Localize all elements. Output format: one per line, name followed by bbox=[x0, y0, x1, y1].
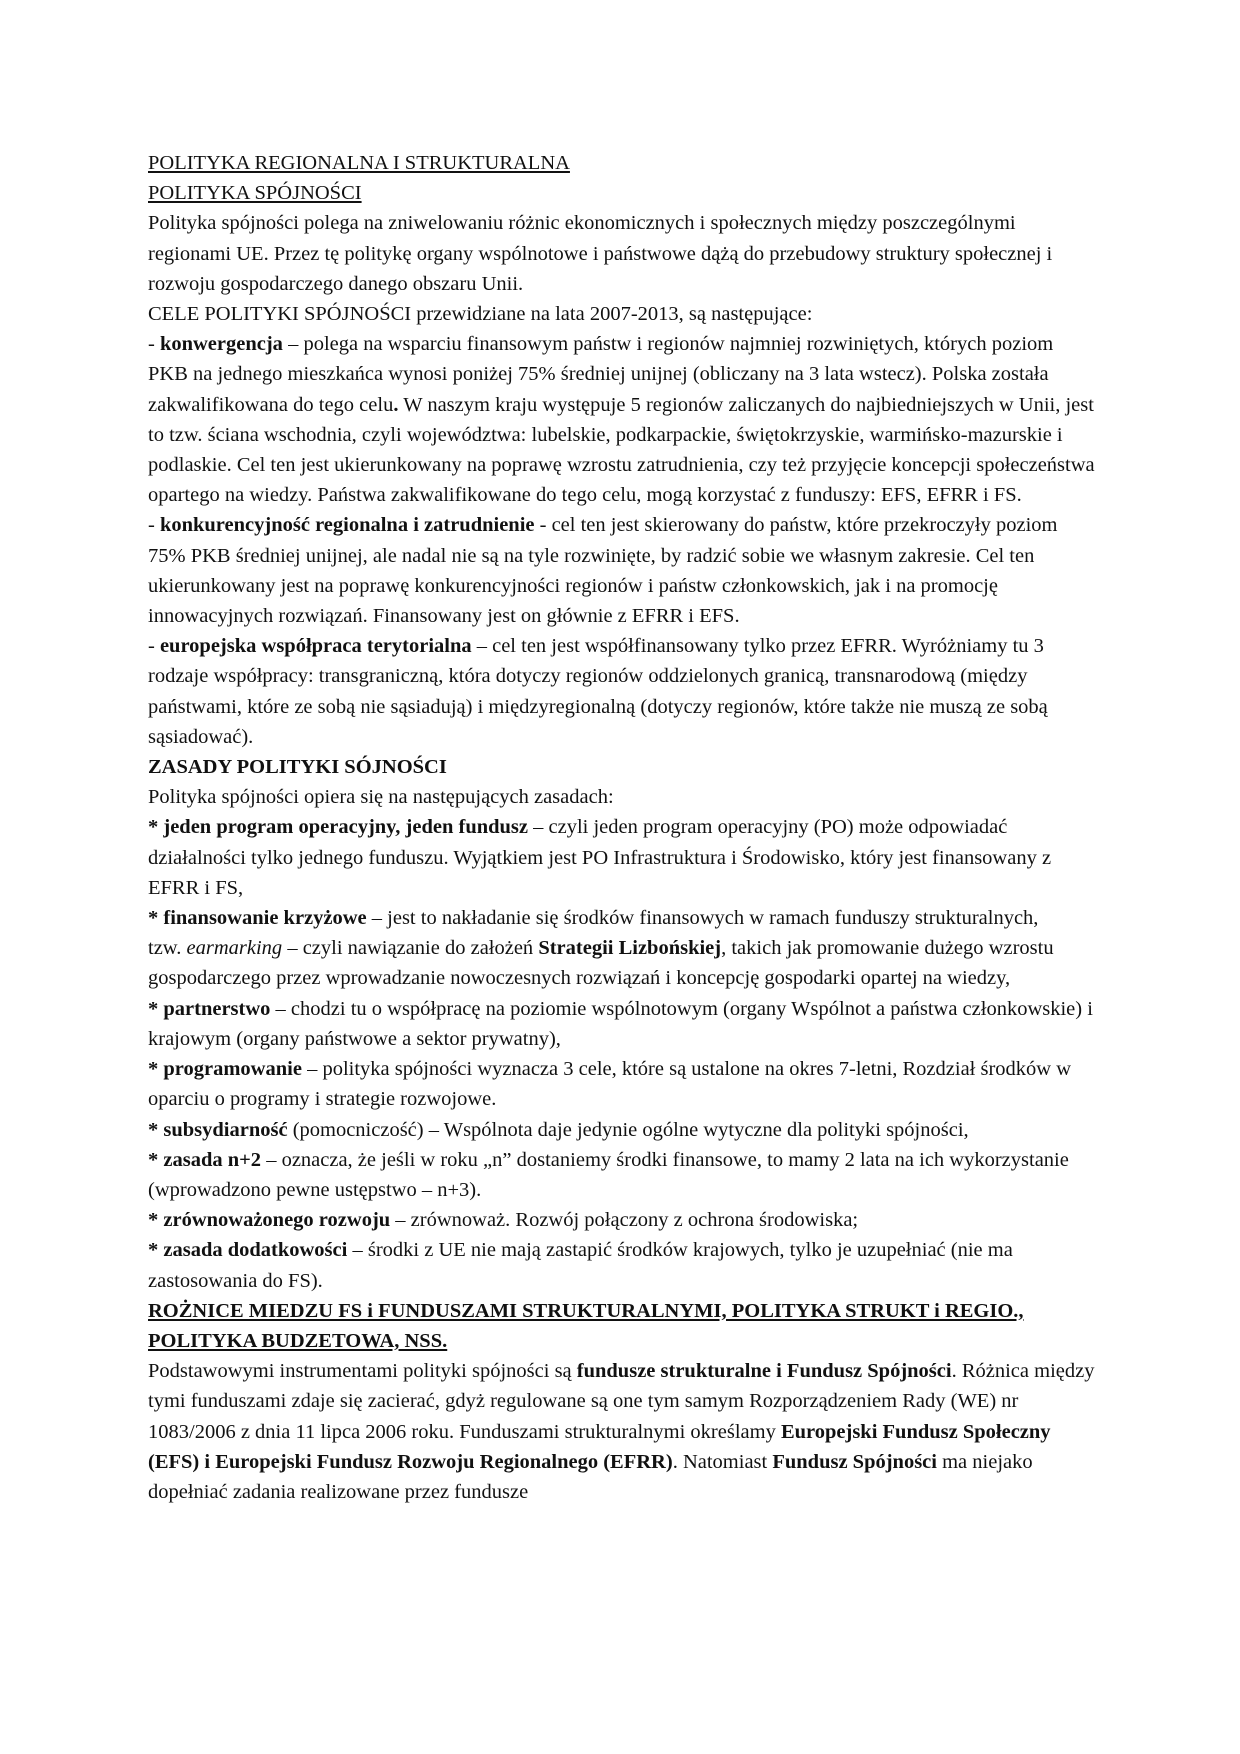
item-term: europejska współpraca terytorialna bbox=[159, 635, 472, 658]
zasady-title: ZASADY POLITYKI SÓJNOŚCI bbox=[148, 756, 447, 779]
cele-title: CELE POLITYKI SPÓJNOŚCI bbox=[148, 303, 412, 326]
zasada-item bbox=[148, 1205, 1098, 1235]
roznice-bold: Europejski Fundusz Społeczny (EFS) i Europejski Fundusz Rozwoju Regionalnego (EFRR) bbox=[148, 1420, 1051, 1473]
item-text: - cel ten jest skierowany do państw, które przekroczyły poziom 75% PKB średniej unijnej, ale nadal nie są na tyle rozwinięte, by radzić sobie we własnym zakresie. Cel ten ukierunkowany jest na poprawę konkurencyjności regionów i państw członkowskich, jak i na promocję innowacyjnych rozwiązań. Finansowany jest on głównie z EFRR i EFS. bbox=[148, 514, 1058, 628]
zasada-text: – oznacza, że jeśli w roku „n” dostaniemy środki finansowe, to mamy 2 lata na ich wykorzystanie (wprowadzono pewne ustępstwo – n+3). bbox=[148, 1148, 1069, 1201]
zasada-text: – zrównoważ. Rozwój połączony z ochrona środowiska; bbox=[390, 1209, 859, 1232]
zasada-text: – czyli jeden program operacyjny (PO) może odpowiadać działalności tylko jednego funduszu. Wyjątkiem jest PO Infrastruktura i Środowisko, który jest finansowany z EFRR i FS, bbox=[148, 816, 1052, 899]
zasada-term: * programowanie bbox=[148, 1058, 302, 1081]
item-term: konkurencyjność regionalna i zatrudnienie bbox=[159, 514, 535, 537]
item-prefix: - bbox=[148, 514, 160, 537]
item-text: – cel ten jest współfinansowany tylko przez EFRR. Wyróżniamy tu 3 rodzaje współpracy: transgraniczną, która dotyczy regionów oddzielonych granicą, transnarodową (między państwami, które ze sobą nie sąsiadują) i międzyregionalną (dotyczy regionów, które także nie muszą ze sobą sąsiadować). bbox=[148, 635, 1048, 748]
roznice-paragraph bbox=[148, 1356, 1098, 1507]
zasada-item bbox=[148, 1145, 1098, 1205]
cele-item-wspolpraca bbox=[148, 631, 1098, 752]
roznice-text: . Natomiast bbox=[672, 1450, 773, 1473]
cele-heading-line bbox=[148, 299, 1098, 329]
zasada-term: * partnerstwo bbox=[148, 997, 271, 1020]
zasada-item bbox=[148, 812, 1098, 903]
item-term: konwergencja bbox=[159, 333, 283, 356]
roznice-bold: Fundusz Spójności bbox=[772, 1450, 937, 1473]
zasada-term: * jeden program operacyjny, jeden fundusz bbox=[148, 816, 529, 839]
zasada-term: * zasada n+2 bbox=[148, 1148, 262, 1171]
heading-regional-policy: POLITYKA REGIONALNA I STRUKTURALNA bbox=[148, 152, 570, 174]
document-page bbox=[148, 148, 1098, 1507]
zasada-item bbox=[148, 1115, 1098, 1145]
zasada-item bbox=[148, 903, 1098, 933]
zasada-item bbox=[148, 933, 1098, 993]
intro-paragraph: Polityka spójności polega na zniwelowaniu różnic ekonomicznych i społecznych między poszczególnymi regionami UE. Przez tę politykę organy wspólnotowe i państwowe dążą do przebudowy struktury społecznej i rozwoju gospodarczego danego obszaru Unii. bbox=[148, 212, 1053, 295]
zasada-term: * subsydiarność bbox=[148, 1118, 288, 1141]
zasada-text: – środki z UE nie mają zastapić środków krajowych, tylko je uzupełniać (nie ma zastosowania do FS). bbox=[148, 1239, 1013, 1292]
zasada-item bbox=[148, 1054, 1098, 1114]
zasada-text: (pomocniczość) – Wspólnota daje jedynie ogólne wytyczne dla polityki spójności, bbox=[287, 1118, 969, 1141]
zasada-term: * zasada dodatkowości bbox=[148, 1239, 348, 1262]
zasada-item bbox=[148, 994, 1098, 1054]
zasada-bold-term: Strategii Lizbońskiej bbox=[538, 937, 722, 960]
heading-cohesion-policy: POLITYKA SPÓJNOŚCI bbox=[148, 182, 362, 205]
item-text: – polega na wsparciu finansowym państw i regionów najmniej rozwiniętych, których poziom PKB na jednego mieszkańca wynosi poniżej 75% średniej unijnej (obliczany na 3 lata wstecz). Polska została zakwalifikowana do tego celu bbox=[148, 333, 1054, 416]
item-prefix: - bbox=[148, 635, 160, 658]
zasada-text: – polityka spójności wyznacza 3 cele, które są ustalone na okres 7-letni, Rozdział środków w oparciu o programy i strategie rozwojowe. bbox=[148, 1058, 1072, 1111]
roznice-text: . Różnica między tymi funduszami zdaje się zacierać, gdyż regulowane są one tym samym Rozporządzeniem Rady (WE) nr 1083/2006 z dnia 11 lipca 2006 roku. Funduszami strukturalnymi określamy bbox=[148, 1360, 1095, 1443]
item-prefix: - bbox=[148, 333, 160, 356]
cele-item-konwergencja bbox=[148, 329, 1098, 510]
roznice-title: ROŻNICE MIEDZU FS i FUNDUSZAMI STRUKTURALNYMI, POLITYKA STRUKT i REGIO., POLITYKA BUDZETOWA, NSS. bbox=[148, 1299, 1024, 1352]
item-bold-period: . bbox=[393, 393, 399, 416]
roznice-text: Podstawowymi instrumentami polityki spójności są bbox=[148, 1360, 577, 1383]
zasady-intro: Polityka spójności opiera się na następujących zasadach: bbox=[148, 786, 614, 809]
zasada-text: – chodzi tu o współpracę na poziomie wspólnotowym (organy Wspólnot a państwa członkowskie) i krajowym (organy państwowe a sektor prywatny), bbox=[148, 997, 1093, 1050]
item-text-continued: W naszym kraju występuje 5 regionów zaliczanych do najbiedniejszych w Unii, jest to tzw. ściana wschodnia, czyli województwa: lubelskie, podkarpackie, świętokrzyskie, warmińsko-mazurskie i podlaskie. Cel ten jest ukierunkowany na poprawę wzrostu zatrudnienia, czy też przyjęcie koncepcji społeczeństwa opartego na wiedzy. Państwa zakwalifikowane do tego celu, mogą korzystać z funduszy: EFS, EFRR i FS. bbox=[148, 393, 1095, 507]
cele-title-rest: przewidziane na lata 2007-2013, są następujące: bbox=[411, 303, 813, 326]
roznice-bold: fundusze strukturalne i Fundusz Spójności bbox=[576, 1360, 952, 1383]
zasada-item bbox=[148, 1235, 1098, 1295]
zasada-term: * zrównoważonego rozwoju bbox=[148, 1209, 391, 1232]
zasada-term: * finansowanie krzyżowe bbox=[148, 907, 367, 930]
zasada-mid: – czyli nawiązanie do założeń bbox=[282, 937, 539, 960]
zasada-text: – jest to nakładanie się środków finansowych w ramach funduszy strukturalnych, bbox=[366, 907, 1039, 930]
zasada-text: , takich jak promowanie dużego wzrostu gospodarczego przez wprowadzanie nowoczesnych rozwiązań i koncepcję gospodarki opartej na wiedzy, bbox=[148, 937, 1054, 990]
zasada-italic-term: earmarking bbox=[186, 937, 283, 960]
roznice-text: ma niejako dopełniać zadania realizowane przez fundusze bbox=[148, 1450, 1033, 1503]
cele-item-konkurencyjnosc bbox=[148, 510, 1098, 631]
zasada-pre: tzw. bbox=[148, 937, 187, 960]
